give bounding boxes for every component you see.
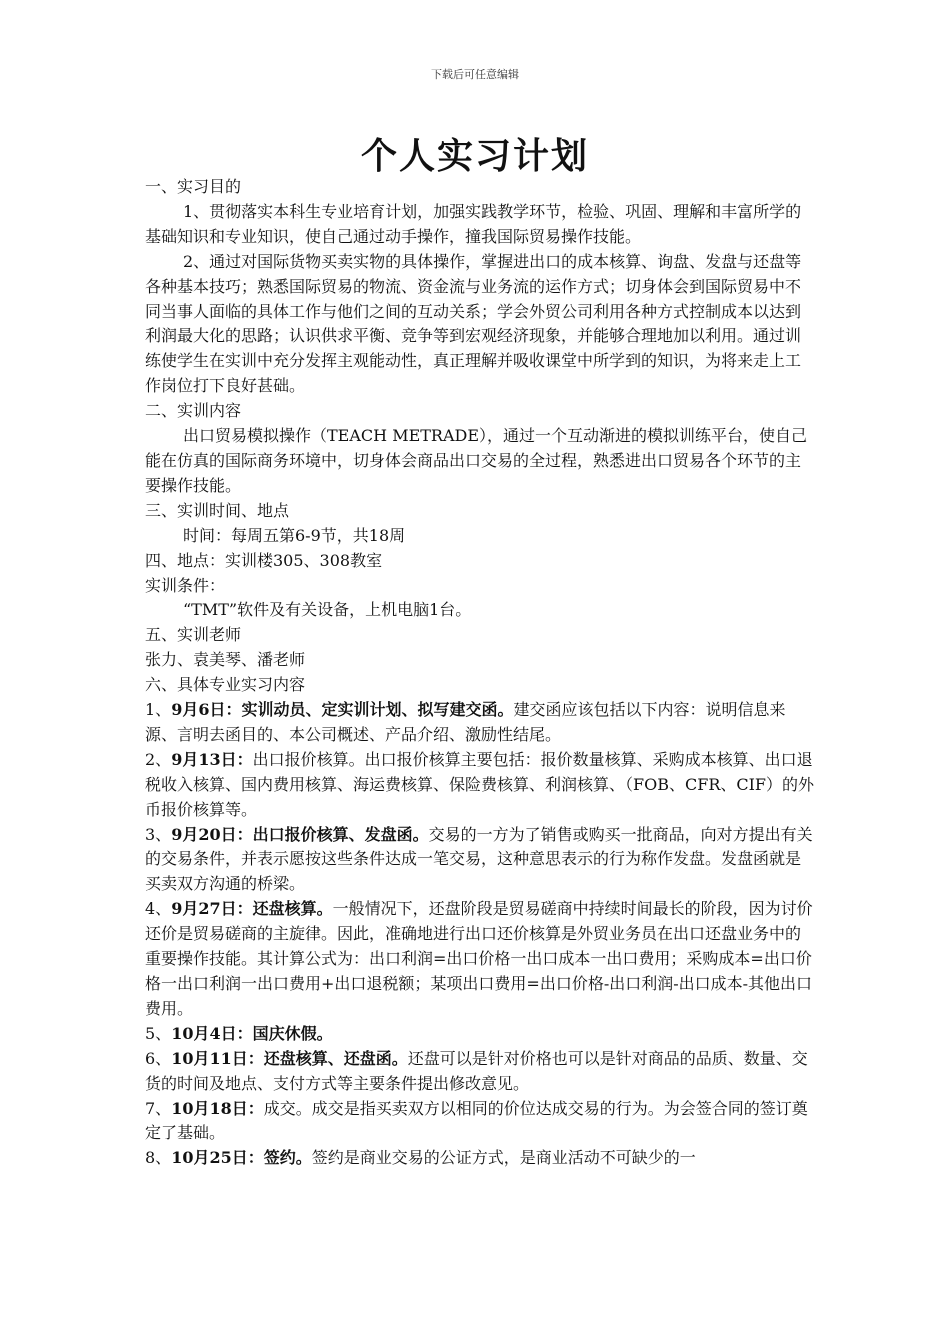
schedule-item (145, 823, 815, 898)
item-bold-text: 10月4日：国庆休假。 (171, 1023, 333, 1043)
item-bold-text: 10月25日：签约。 (171, 1148, 312, 1168)
training-time: 时间：每周五第6-9节，共18周 (183, 525, 406, 545)
header-note: 下载后可任意编辑 (431, 68, 519, 81)
paragraph-training-content: 出口贸易模拟操作（TEACH METRADE），通过一个互动渐进的模拟训练平台，使自己能在仿真的国际商务环境中，切身体会商品出口交易的全过程，熟悉进出口贸易各个环节的主要操作技能。 (145, 426, 808, 495)
schedule-item (145, 1022, 815, 1047)
item-text: 出口报价核算。出口报价核算主要包括：报价数量核算、采购成本核算、出口退税收入核算、国内费用核算、海运费核算、保险费核算、利润核算、（FOB、CFR、CIF）的外币报价核算等。 (145, 749, 815, 819)
item-number: 5、 (145, 1023, 172, 1043)
section-heading-5: 五、实训老师 (145, 625, 242, 645)
page-title: 个人实习计划 (360, 135, 589, 177)
schedule-item (145, 748, 815, 823)
paragraph-purpose-1: 1、贯彻落实本科生专业培育计划，加强实践教学环节，检验、巩固、理解和丰富所学的基础知识和专业知识，使自己通过动手操作，撞我国际贸易操作技能。 (145, 201, 802, 246)
item-number: 8、 (145, 1148, 172, 1168)
item-number: 6、 (145, 1048, 172, 1068)
section-heading-4: 四、地点：实训楼305、308教室 (145, 550, 383, 570)
item-number: 7、 (145, 1098, 172, 1118)
item-bold-text: 9月27日：还盘核算。 (171, 899, 333, 919)
schedule-item (145, 698, 815, 748)
section-heading-6: 六、具体专业实习内容 (145, 675, 306, 695)
item-text: 还盘可以是针对价格也可以是针对商品的品质、数量、交货的时间及地点、支付方式等主要条件提出修改意见。 (145, 1048, 808, 1093)
item-number: 4、 (145, 899, 172, 919)
paragraph-purpose-2: 2、通过对国际货物买卖实物的具体操作，掌握进出口的成本核算、询盘、发盘与还盘等各种基本技巧；熟悉国际贸易的物流、资金流与业务流的运作方式；切身体会到国际贸易中不同当事人面临的具体工作与他们之间的互动关系；学会外贸公司利用各种方式控制成本以达到利润最大化的思路；认识供求平衡、竞争等到宏观经济现象，并能够合理地加以利用。通过训练使学生在实训中充分发挥主观能动性，真正理解并吸收课堂中所学到的知识，为将来走上工作岗位打下良好甚础。 (145, 251, 802, 396)
item-text: 建交函应该包括以下内容：说明信息来源、言明去函目的、本公司概述、产品介绍、激励性结尾。 (145, 700, 786, 744)
schedule-item (145, 1047, 815, 1097)
item-number: 1、 (145, 700, 172, 720)
item-bold-text: 9月13日： (171, 749, 253, 769)
item-bold-text: 9月6日：实训动员、定实训计划、拟写建交函。 (171, 700, 514, 720)
teachers-list: 张力、袁美琴、潘老师 (145, 650, 306, 670)
conditions-text: “TMT”软件及有关设备，上机电脑1台。 (183, 600, 472, 620)
schedule-item (145, 897, 815, 1022)
schedule-item (145, 1097, 815, 1147)
item-bold-text: 9月20日：出口报价核算、发盘函。 (171, 824, 429, 844)
item-number: 3、 (145, 824, 172, 844)
item-text: 一般情况下，还盘阶段是贸易磋商中持续时间最长的阶段，因为讨价还价是贸易磋商的主旋律。因此，准确地进行出口还价核算是外贸业务员在出口还盘业务中的重要操作技能。其计算公式为：出口利润=出口价格一出口成本一出口费用；采购成本=出口价格一出口利润一出口费用+出口退税额；某项出口费用=出口价格-出口利润-出口成本-其他出口费用。 (145, 899, 813, 1018)
section-heading-1: 一、实习目的 (145, 177, 242, 196)
section-heading-3: 三、实训时间、地点 (145, 500, 290, 520)
item-text: 交易的一方为了销售或购买一批商品，向对方提出有关的交易条件，并表示愿按这些条件达成一笔交易，这种意思表示的行为称作发盘。发盘函就是买卖双方沟通的桥梁。 (145, 824, 813, 894)
document-body (145, 175, 815, 1171)
item-bold-text: 10月18日： (171, 1098, 264, 1118)
item-text: 签约是商业交易的公证方式，是商业活动不可缺少的一 (311, 1148, 696, 1168)
item-bold-text: 10月11日：还盘核算、还盘函。 (171, 1048, 408, 1068)
item-number: 2、 (145, 749, 172, 769)
item-text: 成交。成交是指买卖双方以相同的价位达成交易的行为。为会签合同的签订奠定了基础。 (145, 1098, 808, 1143)
conditions-heading: 实训条件： (145, 575, 226, 595)
schedule-item (145, 1146, 815, 1171)
section-heading-2: 二、实训内容 (145, 401, 242, 421)
